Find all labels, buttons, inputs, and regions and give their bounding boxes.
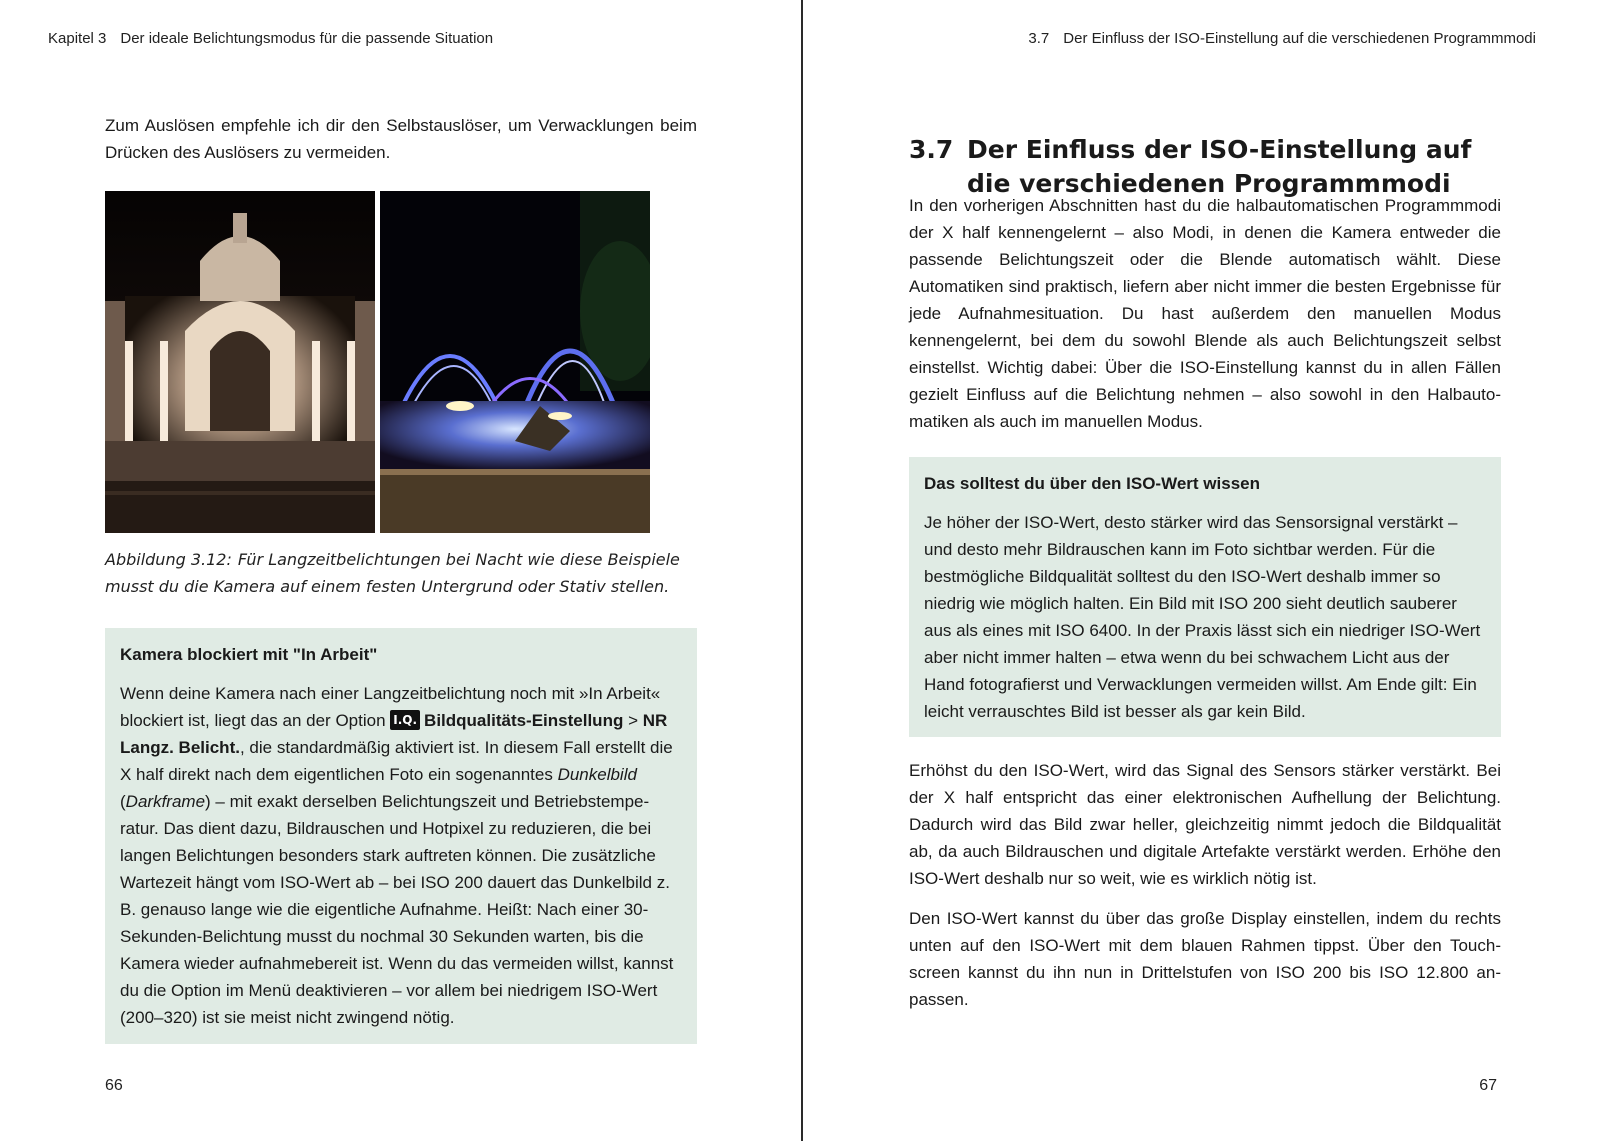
paragraph-iso-signal: Erhöhst du den ISO-Wert, wird das Signal des Sensors stärker verstärkt. Bei der X half entspricht das einer elektronischen Aufhellung der Belichtung. Dadurch wird das Bild zwar heller, gleichzeitig nimmt jedoch die Bildqualität ab, da auch Bildrauschen und digitale Artefakte verstärkt werden. Erhöhe den ISO-Wert deshalb nur so weit, wie es wirklich nötig ist. <box>909 761 1501 888</box>
infobox-text-part-3: ) – mit exakt derselben Belichtungszeit und Betriebstemperatur. Das dient dazu, Bildrauschen und Hotpixel zu reduzieren, die bei langen Belichtungen besonders stark auftreten können. Die zusätzliche Wartezeit hängt vom ISO-Wert ab – bei ISO 200 dauert das Dunkelbild z. B. genauso lange wie die eigentliche Aufnahme. Heißt: Nach einer 30-Sekunden-Belichtung musst du nochmal 30 Sekunden warten, bis die Kamera wieder aufnahmebereit ist. Wenn du das vermeiden willst, kannst du die Option im Menü deaktivieren – vor allem bei niedrigem ISO-Wert (200–320) ist sie meist nicht zwingend nötig. <box>120 792 674 1027</box>
section-heading-number: 3.7 <box>909 134 954 164</box>
figure-3-12 <box>105 191 650 533</box>
infobox-text-part-1: Wenn deine Kamera nach einer Langzeitbelichtung noch mit »In Arbeit« blockiert ist, liegt das an der Option <box>120 684 661 730</box>
image-quality-icon: I.Q. <box>390 710 420 730</box>
infobox-iso-text: Je höher der ISO-Wert, desto stärker wird das Sensorsignal verstärkt – und desto mehr Bildrauschen kann im Foto sichtbar werden. Für die bestmögliche Bildqualität solltest du den ISO-Wert deshalb immer so niedrig wie möglich halten. Ein Bild mit ISO 200 sieht deutlich sauberer aus als eines mit ISO 6400. In der Praxis lässt sich ein niedriger ISO-Wert aber nicht immer halten – etwa wenn du bei schwachem Licht aus der Hand fotografierst und Verwacklungen vermeiden willst. Am Ende gilt: Ein leicht verrauschtes Bild ist besser als gar kein Bild. <box>924 513 1481 721</box>
caption-label: Abbildung 3.12: <box>105 550 232 569</box>
intro-text-block <box>105 112 697 166</box>
section-heading-title: Der Einfluss der ISO-Einstellung auf die verschiedenen Programmmodi <box>967 134 1472 198</box>
term-dunkelbild: Dunkelbild <box>557 765 637 784</box>
paragraph-intro: In den vorherigen Abschnitten hast du die halbautomatischen Programmmodi der X half kennengelernt – also Modi, in denen die Kamera entweder die passende Belichtungszeit oder die Blende automatisch wählt. Diese Automatiken sind praktisch, liefern aber nicht immer die besten Ergebnisse für jede Aufnahmesituation. Du hast außerdem den manuellen Modus kennengelernt, bei dem du sowohl Blende als auch Belichtungszeit selbst einstellst. Wichtig dabei: Über die ISO-Einstellung kannst du in allen Fällen gezielt Einfluss auf die Belichtung nehmen – also sowohl in den Halbautomatiken als auch im manuellen Modus. <box>909 196 1501 431</box>
infobox-iso-title: Das solltest du über den ISO-Wert wissen <box>924 474 1260 493</box>
right-page <box>803 0 1600 1141</box>
infobox-iso-info <box>909 457 1501 737</box>
chapter-number: Kapitel 3 <box>48 30 107 47</box>
night-fountain-photo <box>380 191 650 533</box>
menu-nr-long-exposure: NR Langz. Belicht. <box>120 711 668 757</box>
running-head-left <box>48 30 493 47</box>
chapter-title: Der ideale Belichtungsmodus für die passende Situation <box>120 30 494 47</box>
menu-image-quality: Bildqualitäts-Einstellung <box>424 711 624 730</box>
page-number-left: 66 <box>105 1077 123 1094</box>
night-building-photo <box>105 191 375 533</box>
infobox-camera-blocked <box>105 628 697 1044</box>
menu-separator: > <box>623 711 643 730</box>
infobox-text <box>120 680 682 1031</box>
section-number-head: 3.7 <box>1028 30 1050 47</box>
intro-paragraph: Zum Auslösen empfehle ich dir den Selbstauslöser, um Verwacklungen beim Drücken des Auslösers zu vermeiden. <box>105 116 697 162</box>
caption-text: Für Langzeitbelichtungen bei Nacht wie diese Beispiele musst du die Kamera auf einem festen Untergrund oder Stativ stellen. <box>105 550 680 596</box>
term-darkframe: Darkframe <box>125 792 206 811</box>
paren-open: ( <box>120 792 126 811</box>
infobox-title: Kamera blockiert mit "In Arbeit" <box>120 645 378 664</box>
infobox-text-part-2: , die standardmäßig aktiviert ist. In diesem Fall erstellt die X half direkt nach dem eigentlichen Foto ein sogenanntes <box>120 738 673 784</box>
page-number-right: 67 <box>1479 1077 1497 1094</box>
figure-caption <box>105 546 697 600</box>
section-title-head: Der Einfluss der ISO-Einstellung auf die verschiedenen Programmmodi <box>1063 30 1536 47</box>
section-heading <box>909 133 1501 201</box>
paragraph-iso-display: Den ISO-Wert kannst du über das große Display einstellen, indem du rechts unten auf den ISO-Wert mit dem blauen Rahmen tippst. Über den Touchscreen kannst du ihn nun in Drittelstufen von ISO 200 bis ISO 12.800 anpassen. <box>909 909 1501 1009</box>
right-column <box>909 0 1501 1141</box>
